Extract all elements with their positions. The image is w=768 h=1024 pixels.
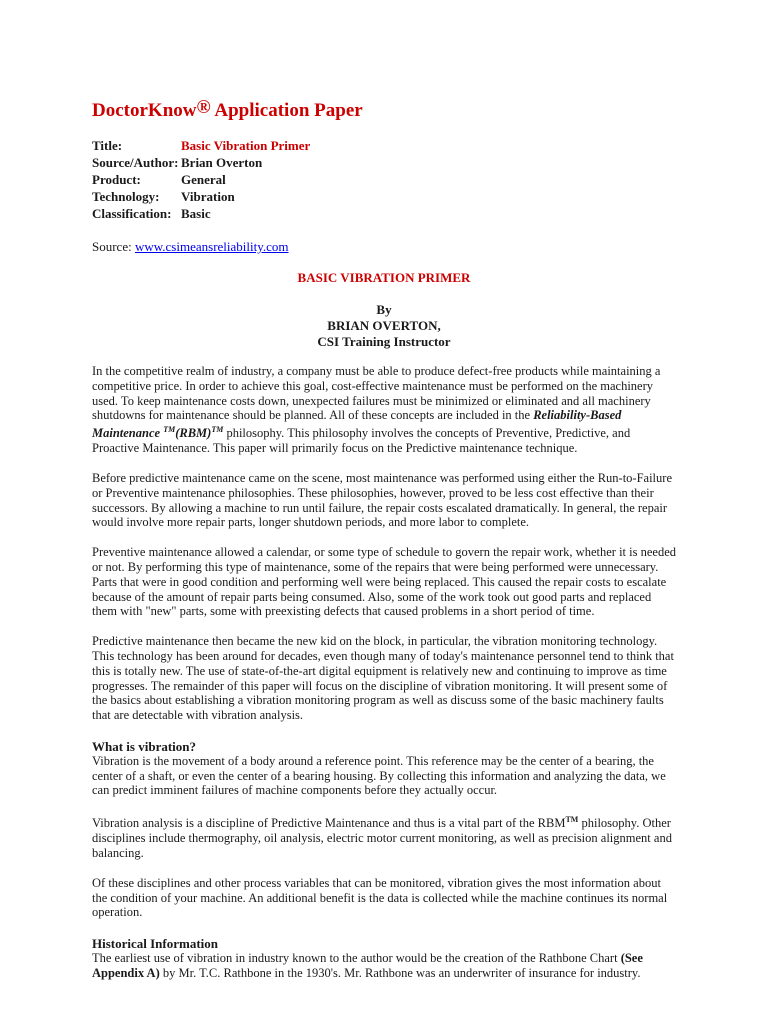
registered-mark: ® xyxy=(196,97,211,118)
meta-label: Product: xyxy=(92,172,141,187)
meta-row-author xyxy=(92,154,676,171)
header-subtitle: Application Paper xyxy=(210,100,363,121)
trademark-mark: TM xyxy=(211,425,224,435)
paragraph-vibration-analysis xyxy=(92,813,676,861)
byline-role: CSI Training Instructor xyxy=(317,334,451,349)
appendix-reference: (See Appendix A) xyxy=(92,951,643,981)
paragraph-text: philosophy. This philosophy involves the concepts of Preventive, Predictive, and Proactive Maintenance. This paper will primarily focus on the Predictive maintenance technique. xyxy=(92,426,631,456)
byline-author: BRIAN OVERTON, xyxy=(327,318,441,333)
primer-title: BASIC VIBRATION PRIMER xyxy=(297,270,471,285)
meta-label: Technology: xyxy=(92,189,160,204)
paragraph-text: Vibration analysis is a discipline of Predictive Maintenance and thus is a vital part of the RBM xyxy=(92,816,566,831)
paragraph-text: philosophy. Other disciplines include thermography, oil analysis, electric motor current monitoring, as well as precision alignment and balancing. xyxy=(92,816,672,861)
paragraph-preventive: Preventive maintenance allowed a calendar, or some type of schedule to govern the repair work, whether it is needed or not. By performing this type of maintenance, some of the repairs that were being performed were unnecessary. Parts that were in good condition and performing well were being replaced. This caused the repair costs to escalate because of the amount of repair parts being consumed. Also, some of the work took out good parts and replaced them with "new" parts, some with preexisting defects that caused problems in a short period of time. xyxy=(92,545,676,619)
source-link[interactable]: www.csimeansreliability.com xyxy=(134,239,289,254)
meta-row-classification xyxy=(92,205,676,222)
meta-value-author: Brian Overton xyxy=(181,155,263,170)
paragraph-text: by Mr. T.C. Rathbone in the 1930's. Mr. Rathbone was an underwriter of insurance for industry. xyxy=(159,966,641,981)
meta-label: Title: xyxy=(92,138,123,153)
paragraph-text: In the competitive realm of industry, a company must be able to produce defect-free products while maintaining a competitive price. In order to achieve this goal, cost-effective maintenance must be performed on the machinery used. To keep maintenance costs down, unexpected failures must be minimized or eliminated and all machinery shutdowns for maintenance should be planned. All of these concepts are included in the xyxy=(92,364,661,423)
paragraph-vibration-definition: Vibration is the movement of a body around a reference point. This reference may be the center of a bearing, the center of a shaft, or even the center of a bearing housing. By collecting this information and analyzing the data, we can predict imminent failures of machine components before they actually occur. xyxy=(92,753,666,798)
trademark-mark: TM xyxy=(565,815,579,825)
meta-row-product xyxy=(92,171,676,188)
trademark-mark: TM xyxy=(163,425,176,435)
document-header xyxy=(92,96,676,123)
paragraph-disciplines: Of these disciplines and other process variables that can be monitored, vibration gives the most information about the condition of your machine. An additional benefit is the data is collected while the machine continues its normal operation. xyxy=(92,875,668,920)
document-page xyxy=(92,96,676,981)
rbm-term: Reliability-Based Maintenance xyxy=(92,408,622,441)
source-line xyxy=(92,238,676,255)
rbm-acronym: (RBM) xyxy=(175,426,212,441)
meta-value-title: Basic Vibration Primer xyxy=(181,138,311,153)
paragraph-intro xyxy=(92,364,676,456)
meta-row-technology xyxy=(92,188,676,205)
meta-label: Source/Author: xyxy=(92,155,179,170)
meta-value-classification: Basic xyxy=(181,206,211,221)
meta-label: Classification: xyxy=(92,206,172,221)
meta-row-title xyxy=(92,137,676,154)
brand-name: DoctorKnow xyxy=(92,100,197,121)
meta-value-technology: Vibration xyxy=(181,189,235,204)
paragraph-text: The earliest use of vibration in industry known to the author would be the creation of the Rathbone Chart xyxy=(92,951,621,966)
source-label: Source: xyxy=(92,239,135,254)
metadata-table xyxy=(92,137,676,222)
paragraph-history-maintenance: Before predictive maintenance came on the scene, most maintenance was performed using either the Run-to-Failure or Preventive maintenance philosophies. These philosophies, however, proved to be less cost effective than their successors. By allowing a machine to run until failure, the repair costs escalated dramatically. In general, the repair would involve more repair parts, longer shutdown periods, and more labor to complete. xyxy=(92,470,672,530)
section-heading-vibration: What is vibration? xyxy=(92,738,197,754)
paragraph-predictive: Predictive maintenance then became the new kid on the block, in particular, the vibration monitoring technology. This technology has been around for decades, even though many of today's maintenance personnel tend to think that this is totally new. The use of state-of-the-art digital equipment is relatively new and continuing to improve as time progresses. The remainder of this paper will focus on the discipline of vibration monitoring. It will present some of the basics about establishing a vibration monitoring program as well as discuss some of the basic machinery faults that are detectable with vibration analysis. xyxy=(92,634,674,723)
section-heading-history: Historical Information xyxy=(92,936,219,952)
paragraph-rathbone xyxy=(92,951,676,981)
byline-by: By xyxy=(376,302,392,317)
meta-value-product: General xyxy=(181,172,226,187)
